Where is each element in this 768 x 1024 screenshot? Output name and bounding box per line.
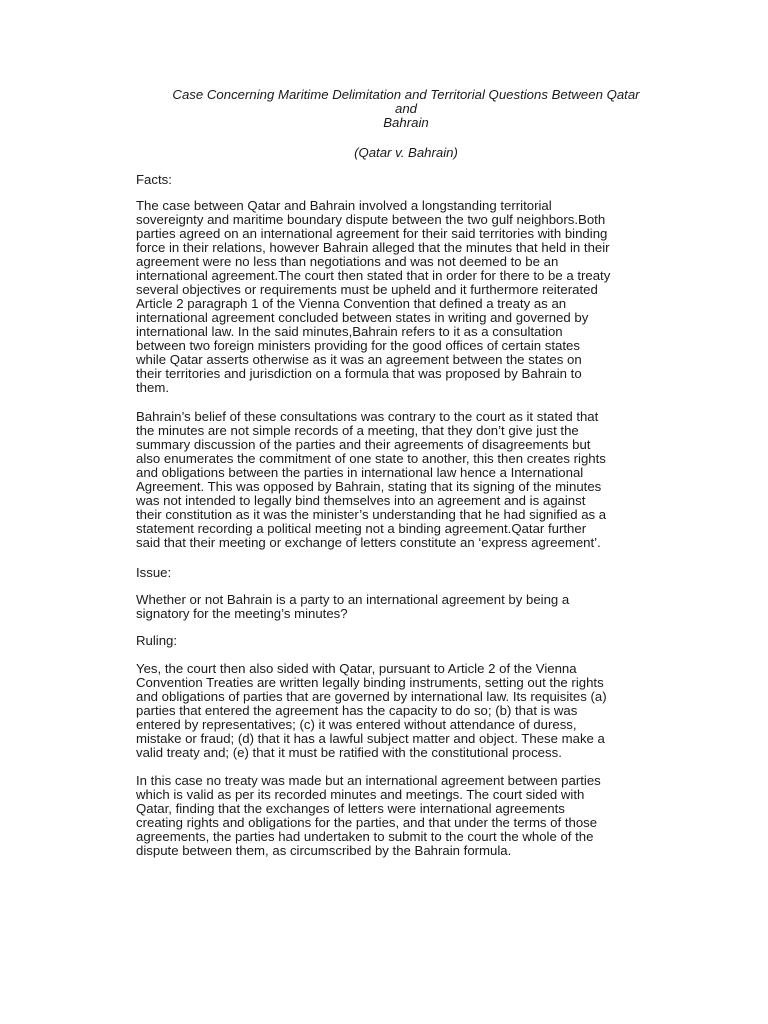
document-title xyxy=(130,88,682,130)
case-citation: (Qatar v. Bahrain) xyxy=(354,145,458,160)
issue-heading: Issue: xyxy=(136,565,172,580)
facts-heading: Facts: xyxy=(136,172,172,187)
title-line-3: Bahrain xyxy=(383,115,429,130)
issue-paragraph: Whether or not Bahrain is a party to an international agreement by being a signatory for the meeting’s minutes? xyxy=(136,592,570,621)
facts-paragraph-1: The case between Qatar and Bahrain involved a longstanding territorial sovereignty and maritime boundary dispute between the two gulf neighbors.Both parties agreed on an international agreement for their said territories with binding force in their relations, however Bahrain alleged that the minutes that held in their agreement were no less than negotiations and was not deemed to be an international agreement.The court then stated that in order for there to be a treaty several objectives or requirements must be upheld and it furthermore reiterated Article 2 paragraph 1 of the Vienna Convention that defined a treaty as an international agreement concluded between states in writing and governed by international law. In the said minutes,Bahrain refers to it as a consultation between two foreign ministers providing for the good offices of certain states while Qatar asserts otherwise as it was an agreement between the states on their territories and jurisdiction on a formula that was proposed by Bahrain to them. xyxy=(136,198,611,395)
ruling-paragraph-2: In this case no treaty was made but an international agreement between parties which is valid as per its recorded minutes and meetings. The court sided with Qatar, finding that the exchanges of letters were international agreements creating rights and obligations for the parties, and that under the terms of those agreements, the parties had undertaken to submit to the court the whole of the dispute between them, as circumscribed by the Bahrain formula. xyxy=(136,773,601,858)
title-line-2: and xyxy=(394,101,417,116)
ruling-paragraph-1: Yes, the court then also sided with Qatar, pursuant to Article 2 of the Vienna Convention Treaties are written legally binding instruments, setting out the rights and obligations of parties that are governed by international law. Its requisites (a) parties that entered the agreement has the capacity to do so; (b) that is was entered by representatives; (c) it was entered without attendance of duress, mistake or fraud; (d) that it has a lawful subject matter and object. These make a valid treaty and; (e) that it must be ratified with the constitutional process. xyxy=(136,661,607,760)
title-line-1: Case Concerning Maritime Delimitation and Territorial Questions Between Qatar xyxy=(172,87,640,102)
facts-paragraph-2: Bahrain’s belief of these consultations was contrary to the court as it stated that the minutes are not simple records of a meeting, that they don’t give just the summary discussion of the parties and their agreements of disagreements but also enumerates the commitment of one state to another, this then creates rights and obligations between the parties in international law hence a International Agreement. This was opposed by Bahrain, stating that its signing of the minutes was not intended to legally bind themselves into an agreement and is against their constitution as it was the minister’s understanding that he had signified as a statement recording a political meeting not a binding agreement.Qatar further said that their meeting or exchange of letters constitute an ‘express agreement’. xyxy=(136,409,607,550)
ruling-heading: Ruling: xyxy=(136,633,178,648)
